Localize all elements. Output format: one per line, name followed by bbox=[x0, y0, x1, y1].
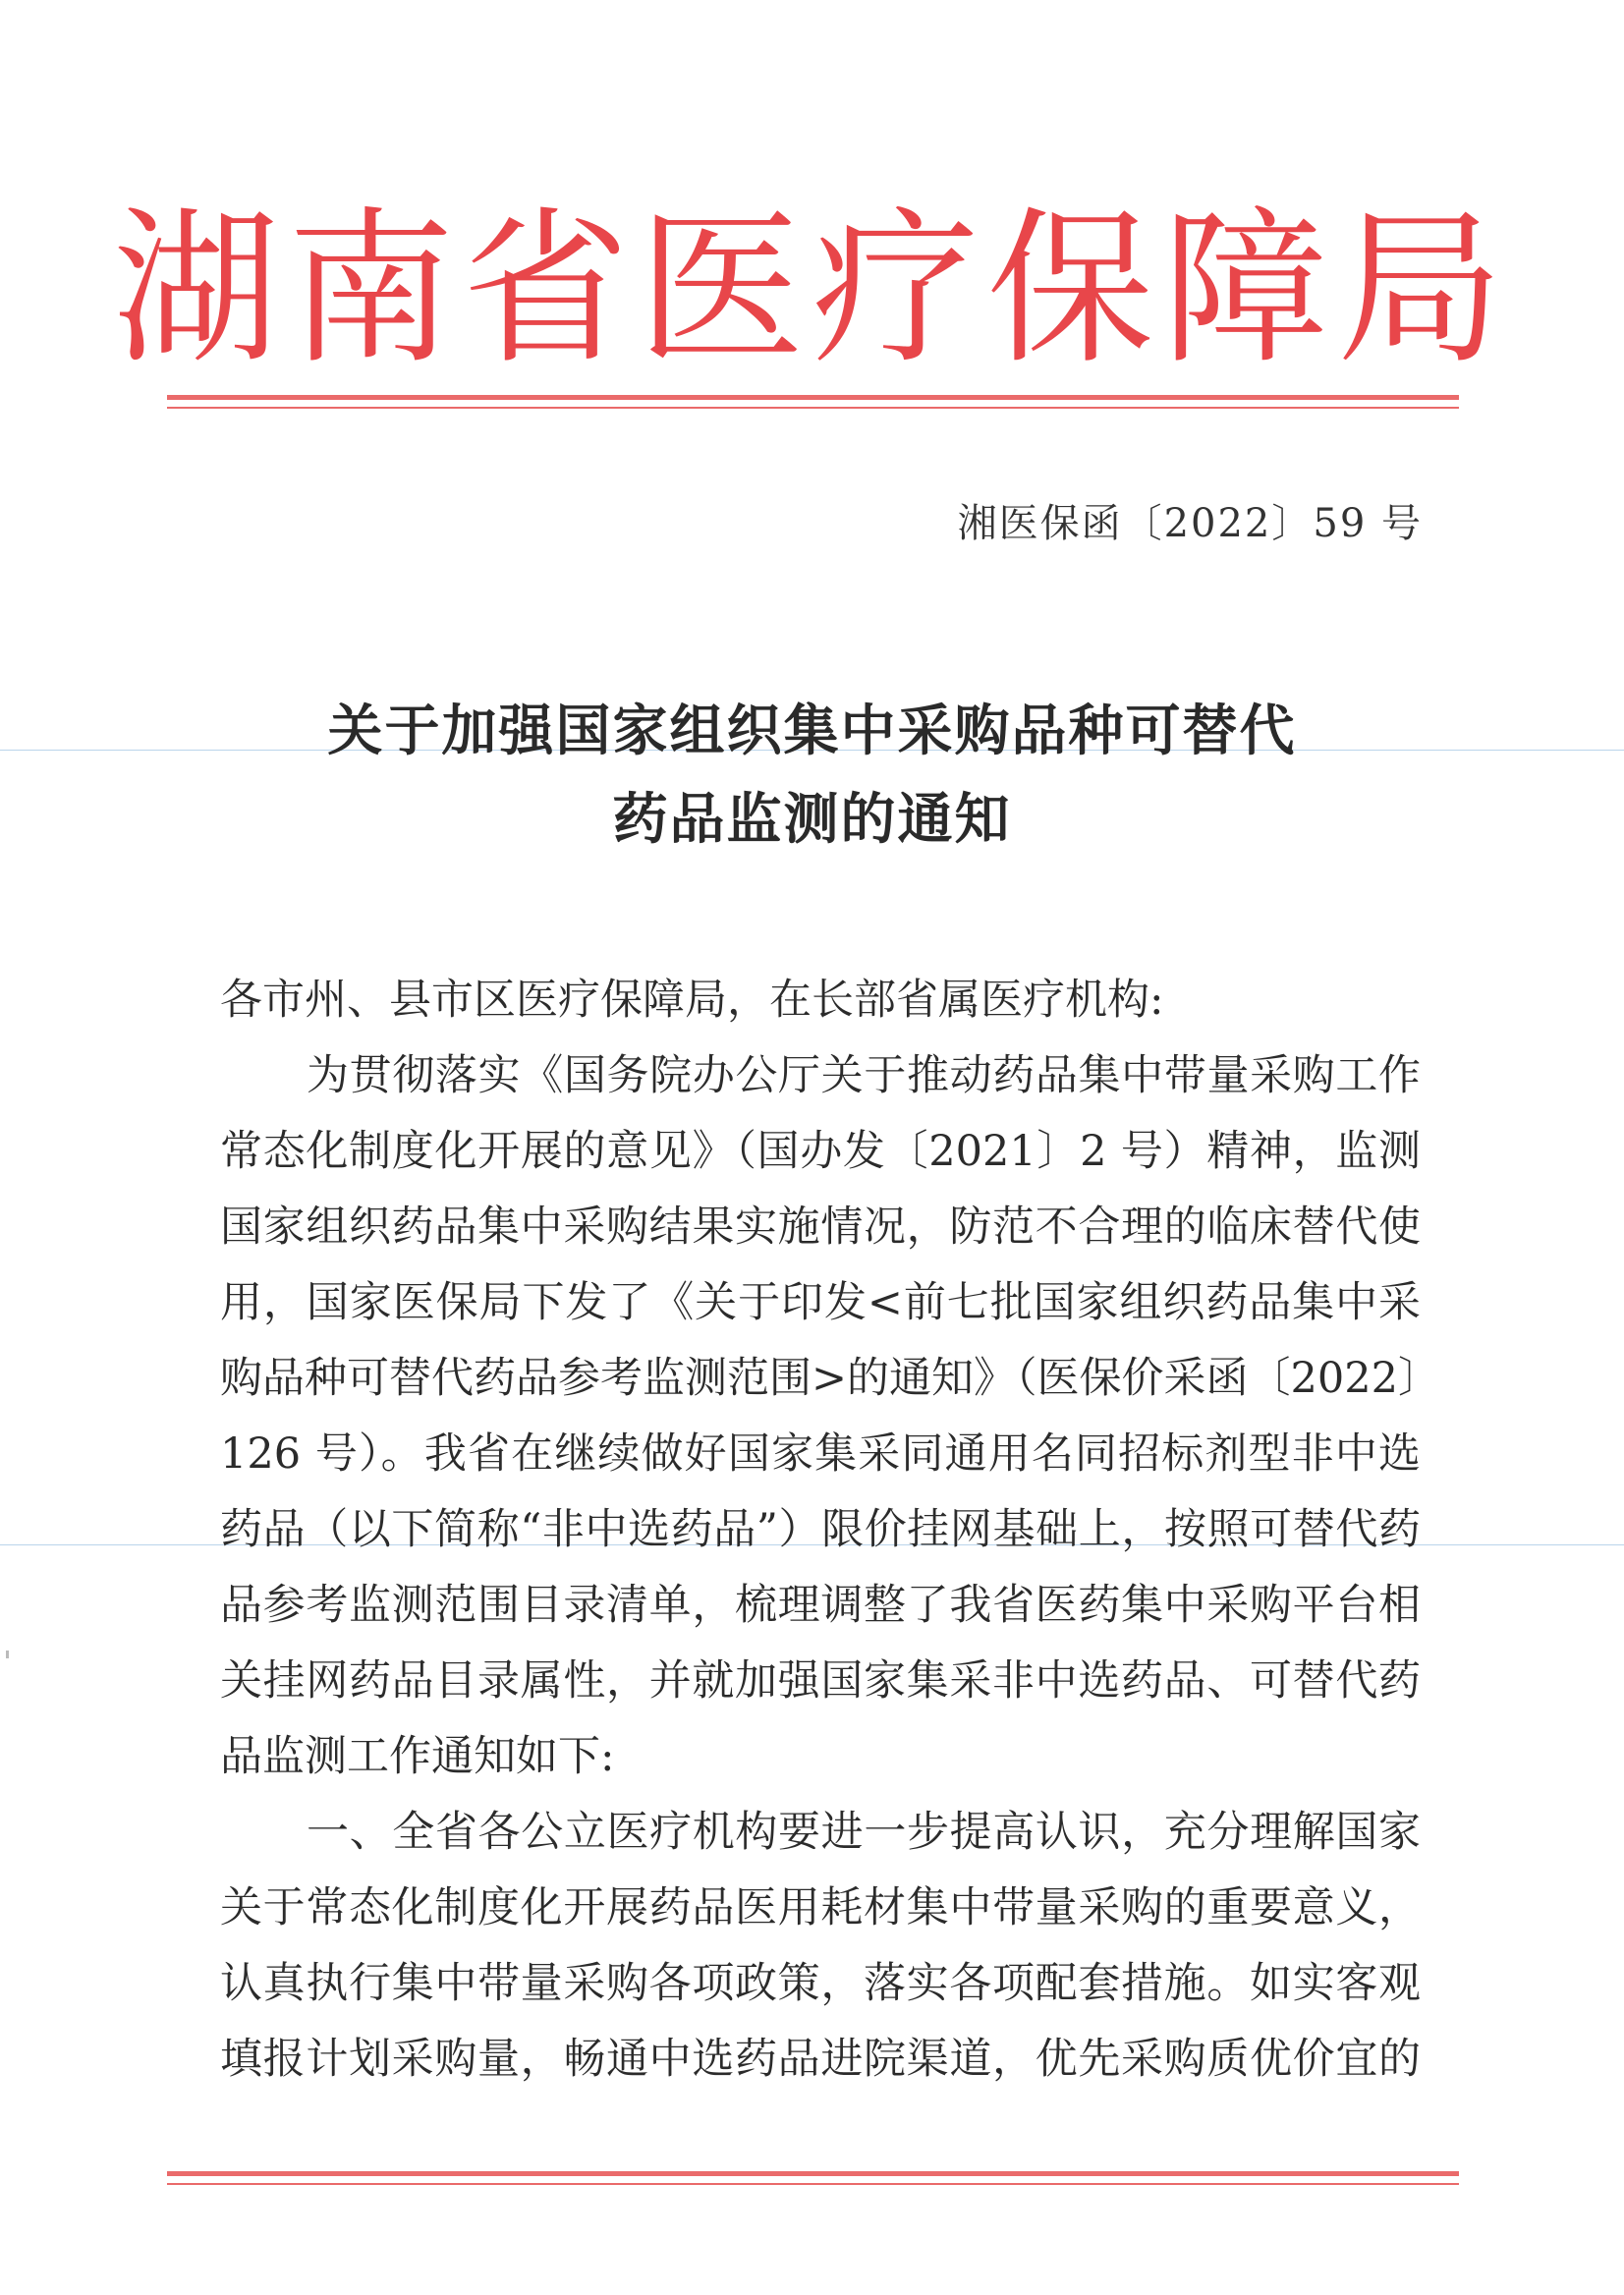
addressee: 各市州、县市区医疗保障局，在长部省属医疗机构: bbox=[220, 976, 1164, 1025]
paragraph-line: 126 号）。我省在继续做好国家集采同通用名同招标剂型非中选 bbox=[220, 1429, 1421, 1479]
paragraph-line: 认真执行集中带量采购各项政策，落实各项配套措施。如实客观 bbox=[220, 1959, 1421, 2008]
paragraph-line: 填报计划采购量，畅通中选药品进院渠道，优先采购质优价宜的 bbox=[220, 2035, 1421, 2084]
paragraph-line: 关挂网药品目录属性，并就加强国家集采非中选药品、可替代药 bbox=[220, 1656, 1421, 1706]
footer-red-rule-thick bbox=[167, 2171, 1459, 2176]
paragraph-line: 品参考监测范围目录清单，梳理调整了我省医药集中采购平台相 bbox=[220, 1581, 1421, 1630]
paragraph-line: 品监测工作通知如下: bbox=[220, 1732, 615, 1781]
body-paragraph-2 bbox=[220, 1795, 1421, 2098]
paragraph-line: 国家组织药品集中采购结果实施情况，防范不合理的临床替代使 bbox=[220, 1203, 1421, 1252]
paragraph-line: 常态化制度化开展的意见》（国办发〔2021〕2 号）精神，监测 bbox=[220, 1127, 1421, 1176]
paragraph-line: 一、全省各公立医疗机构要进一步提高认识，充分理解国家 bbox=[307, 1808, 1421, 1857]
document-title-line-2: 药品监测的通知 bbox=[612, 788, 1012, 852]
masthead-red-rule-thin bbox=[167, 407, 1459, 409]
footer-red-rule-thin bbox=[167, 2183, 1459, 2185]
paragraph-line: 用，国家医保局下发了《关于印发<前七批国家组织药品集中采 bbox=[220, 1278, 1421, 1327]
paragraph-line: 为贯彻落实《国务院办公厅关于推动药品集中带量采购工作 bbox=[307, 1051, 1421, 1100]
masthead-red-rule-thick bbox=[167, 395, 1459, 400]
paragraph-line: 关于常态化制度化开展药品医用耗材集中带量采购的重要意义， bbox=[220, 1883, 1421, 1932]
body-paragraph-1 bbox=[220, 1038, 1440, 1795]
paragraph-line: 药品（以下简称“非中选药品”）限价挂网基础上，按照可替代药 bbox=[220, 1505, 1421, 1554]
paragraph-line: 购品种可替代药品参考监测范围>的通知》（医保价采函〔2022〕 bbox=[220, 1354, 1440, 1403]
document-number: 湘医保函〔2022〕59 号 bbox=[957, 501, 1423, 546]
agency-masthead: 湖南省医疗保障局 bbox=[112, 193, 1512, 387]
document-title-line-1: 关于加强国家组织集中采购品种可替代 bbox=[327, 700, 1297, 763]
scan-speck bbox=[6, 1651, 9, 1658]
